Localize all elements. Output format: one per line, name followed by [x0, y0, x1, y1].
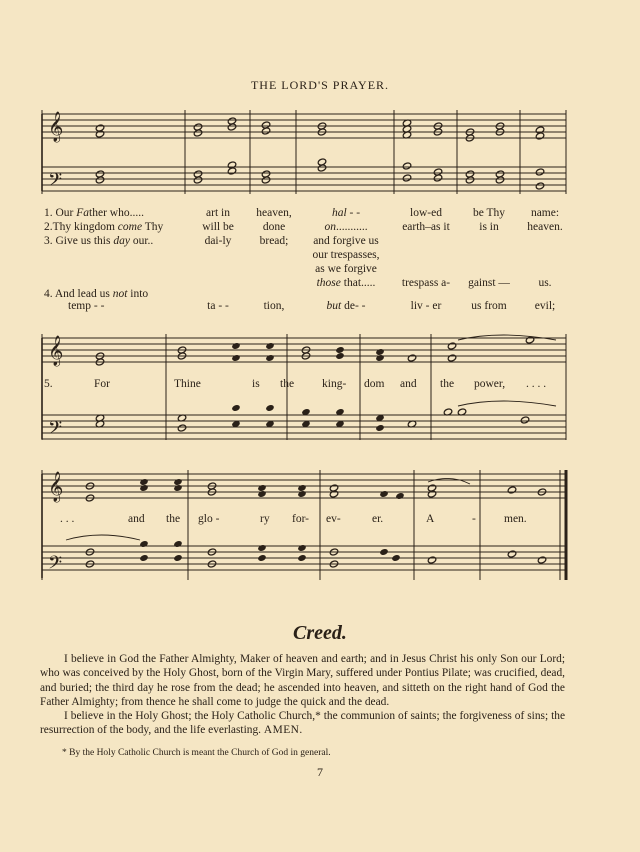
- lyric-syllable: power,: [474, 378, 506, 390]
- verse-cell: 4. And lead us not into: [44, 288, 149, 300]
- bass-clef-icon: 𝄢: [48, 552, 63, 577]
- creed-heading: Creed.: [293, 622, 347, 644]
- footnote: * By the Holy Catholic Church is meant the Church of God in general.: [62, 748, 331, 758]
- note-head: [427, 556, 436, 564]
- verse-cell: low-ed: [410, 207, 442, 219]
- note-head: [525, 336, 534, 344]
- creed-paragraph-2: [40, 709, 565, 738]
- note-head: [447, 342, 456, 350]
- note-head: [395, 492, 404, 500]
- verse-cell: on...........: [324, 221, 368, 233]
- note-head: [265, 404, 274, 412]
- note-head: [231, 404, 240, 412]
- verse-cell: evil;: [534, 300, 556, 312]
- note-head: [535, 168, 544, 176]
- verse-cell: our trespasses,: [312, 249, 380, 261]
- verse-cell: gainst —: [468, 277, 510, 289]
- lyric-syllable: king-: [322, 378, 347, 390]
- note-head: [173, 478, 182, 486]
- lyric-syllable: glo -: [198, 513, 220, 525]
- note-head: [375, 354, 384, 362]
- tie: [66, 535, 140, 540]
- chant-3-lyrics: [60, 513, 560, 527]
- lyric-syllable: ry: [260, 513, 270, 525]
- lyric-syllable: dom: [364, 378, 385, 390]
- note-head: [375, 424, 384, 432]
- note-head: [335, 352, 344, 360]
- lyric-syllable: A: [426, 513, 435, 525]
- verse-cell: trespass a-: [401, 277, 451, 289]
- tie: [458, 401, 556, 406]
- note-head: [257, 554, 266, 562]
- verse-cell: us.: [538, 277, 552, 289]
- note-head: [297, 544, 306, 552]
- note-head: [329, 490, 338, 498]
- verse-cell: heaven,: [256, 207, 292, 219]
- treble-clef-icon: 𝄞: [48, 112, 64, 141]
- lyric-syllable: for-: [292, 513, 310, 525]
- note-head: [465, 176, 474, 184]
- verse-cell: 3. Give us this day our..: [44, 235, 154, 247]
- verse-cell: earth–as it: [402, 221, 450, 233]
- note-head: [495, 176, 504, 184]
- note-head: [227, 167, 236, 175]
- note-head: [297, 490, 306, 498]
- note-head: [317, 164, 326, 172]
- lyric-syllable: . . . .: [526, 378, 547, 390]
- lyric-syllable: and: [128, 513, 145, 525]
- note-head: [265, 354, 274, 362]
- page-number: 7: [317, 765, 323, 779]
- bass-clef-icon: 𝄢: [48, 169, 63, 194]
- note-head: [231, 354, 240, 362]
- note-head: [507, 550, 516, 558]
- verse-cell: 2.Thy kingdom come Thy: [44, 221, 164, 233]
- note-head: [379, 548, 388, 556]
- lyric-syllable: ev-: [326, 513, 341, 525]
- verse-cell: liv - er: [410, 300, 442, 312]
- tie: [428, 478, 470, 484]
- treble-clef-icon: 𝄞: [48, 336, 64, 365]
- note-head: [535, 182, 544, 190]
- lyric-syllable: -: [472, 513, 476, 525]
- tie: [458, 335, 556, 340]
- note-head: [261, 176, 270, 184]
- note-head: [379, 490, 388, 498]
- note-head: [447, 354, 456, 362]
- note-head: [231, 342, 240, 350]
- note-head: [335, 346, 344, 354]
- verse-cell: tion,: [263, 300, 285, 312]
- note-head: [173, 484, 182, 492]
- note-head: [535, 132, 544, 140]
- page-title: THE LORD'S PRAYER.: [250, 78, 390, 92]
- treble-clef-icon: 𝄞: [48, 472, 64, 501]
- lyric-syllable: the: [166, 513, 181, 525]
- lyric-syllable: and: [400, 378, 417, 390]
- note-head: [257, 490, 266, 498]
- note-head: [139, 478, 148, 486]
- note-head: [139, 484, 148, 492]
- lyric-syllable: . . .: [60, 513, 75, 525]
- bass-clef-icon: 𝄢: [48, 417, 63, 442]
- note-head: [257, 484, 266, 492]
- note-head: [537, 556, 546, 564]
- verse-cell: heaven.: [527, 221, 563, 233]
- chant-2-lyrics: [44, 378, 564, 392]
- note-head: [265, 342, 274, 350]
- lyric-syllable: the: [280, 378, 295, 390]
- lyric-syllable: 5.: [44, 378, 53, 390]
- note-head: [520, 416, 529, 424]
- verse-cell: hal - -: [331, 207, 361, 219]
- lyric-syllable: For: [94, 378, 110, 390]
- lyric-syllable: the: [440, 378, 455, 390]
- verse-cell: ta - -: [207, 300, 229, 312]
- verse-cell: those that.....: [316, 277, 376, 289]
- verse-cell: us from: [471, 300, 507, 312]
- note-head: [139, 554, 148, 562]
- verse-cell: dai-ly: [204, 235, 232, 247]
- note-head: [139, 540, 148, 548]
- lyric-syllable: is: [252, 378, 260, 390]
- lyric-syllable: Thine: [174, 378, 201, 390]
- verse-cell: be Thy: [472, 207, 506, 219]
- creed-paragraph-2-text: I believe in the Holy Ghost; the Holy Catholic Church,* the communion of saints; the forgiveness of sins; the resurrection of the body, and the life everlasting.: [40, 710, 565, 737]
- note-head: [391, 554, 400, 562]
- creed-amen: AMEN.: [263, 724, 303, 737]
- note-head: [375, 348, 384, 356]
- verse-cell: and forgive us: [313, 235, 379, 247]
- note-head: [507, 486, 516, 494]
- note-head: [95, 176, 104, 184]
- verse-cell: will be: [202, 221, 234, 233]
- verse-cell: bread;: [259, 235, 289, 247]
- note-head: [193, 123, 202, 131]
- verse-cell: is in: [479, 221, 499, 233]
- note-head: [402, 162, 411, 170]
- verse-cell: name:: [530, 207, 560, 219]
- note-head: [193, 176, 202, 184]
- lyric-syllable: er.: [372, 513, 384, 525]
- note-head: [173, 540, 182, 548]
- note-head: [95, 130, 104, 138]
- note-head: [177, 424, 186, 432]
- verse-cell: done: [262, 221, 286, 233]
- verse-cell: but de- -: [326, 300, 366, 312]
- chant-1-staves: [42, 110, 566, 194]
- verse-cell: 1. Our Father who.....: [44, 207, 144, 219]
- lyric-syllable: men.: [504, 513, 527, 525]
- note-head: [227, 123, 236, 131]
- note-head: [173, 554, 182, 562]
- note-head: [402, 174, 411, 182]
- note-head: [297, 554, 306, 562]
- verse-cell: temp - -: [68, 300, 105, 312]
- note-head: [297, 484, 306, 492]
- verse-cell: art in: [206, 207, 230, 219]
- note-head: [261, 127, 270, 135]
- verse-cell: as we forgive: [315, 263, 377, 275]
- note-head: [407, 354, 416, 362]
- note-head: [427, 490, 436, 498]
- creed-text: [40, 652, 565, 738]
- note-head: [433, 174, 442, 182]
- creed-paragraph-1: I believe in God the Father Almighty, Maker of heaven and earth; and in Jesus Christ his only Son our Lord; who was conceived by the Holy Ghost, born of the Virgin Mary, suffered under Pontius Pilate; was crucified, dead, and buried; the third day he rose from the dead; he ascended into heaven, and sitteth on the right hand of God the Father Almighty; from thence he shall come to judge the quick and the dead.: [40, 653, 565, 708]
- note-head: [257, 544, 266, 552]
